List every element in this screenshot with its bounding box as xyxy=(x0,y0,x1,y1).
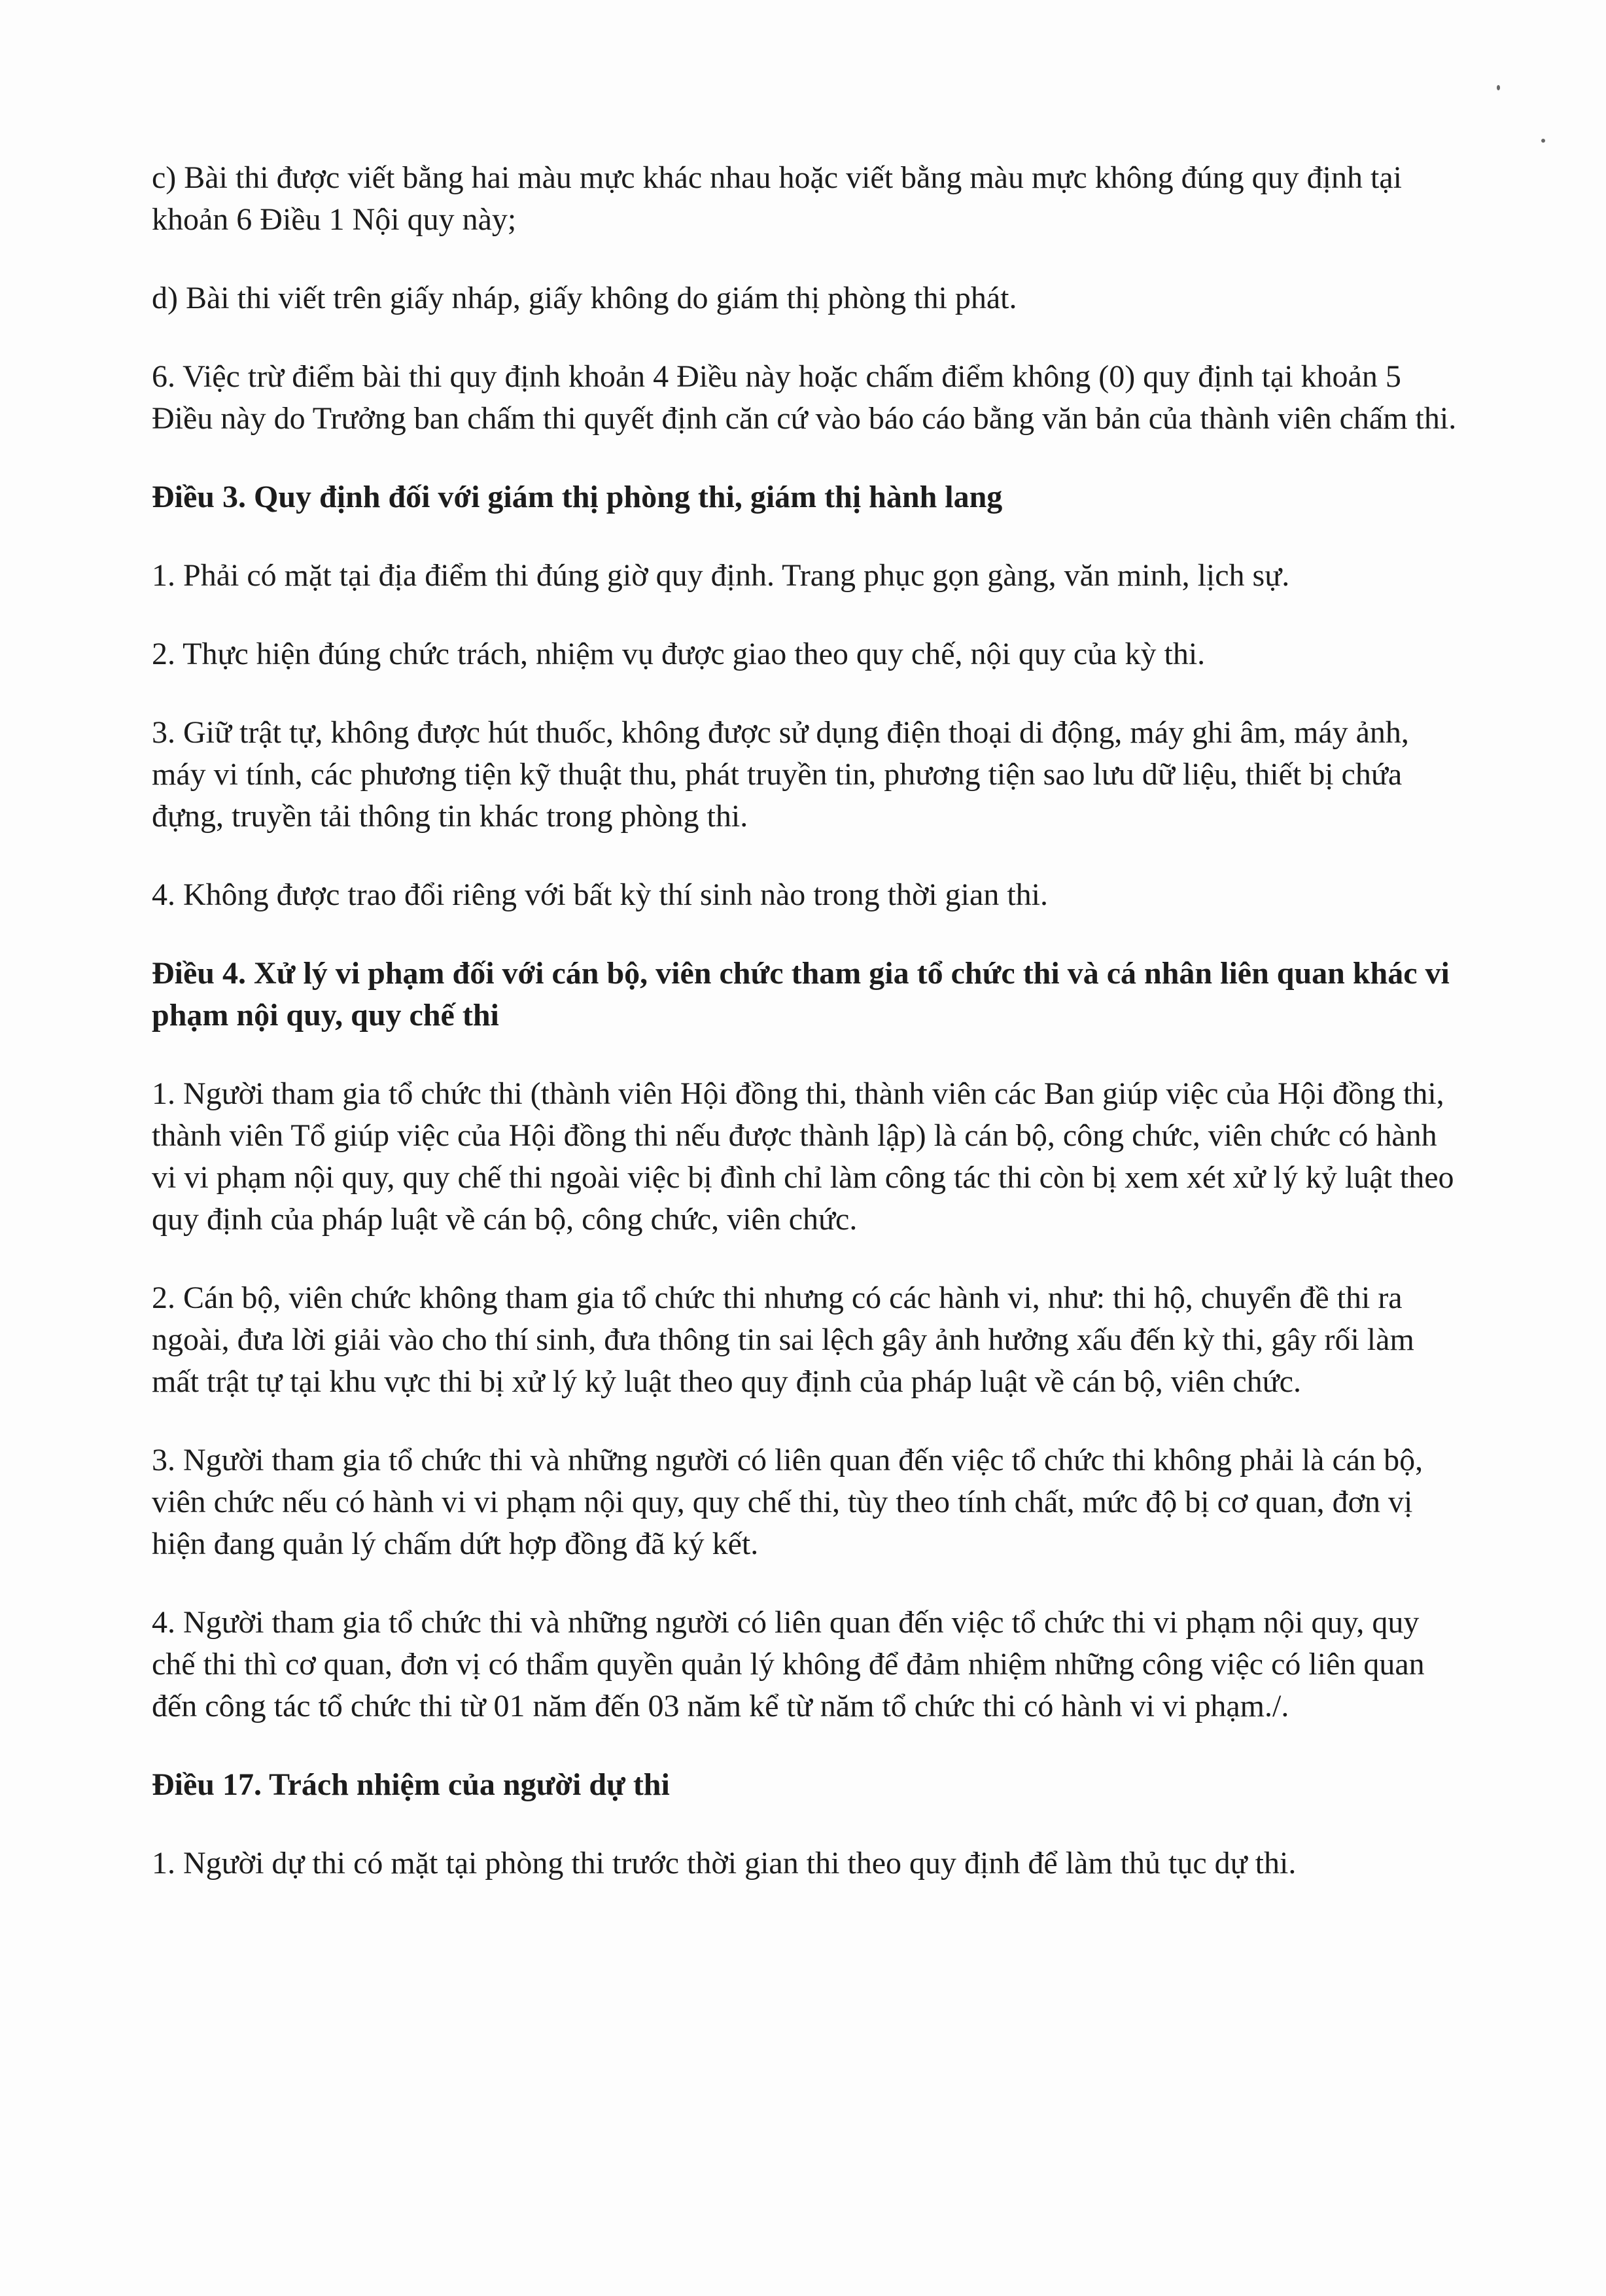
document-body xyxy=(152,157,1460,1921)
article-4-item-4: 4. Người tham gia tổ chức thi và những người có liên quan đến việc tổ chức thi vi phạm nội quy, quy chế thi thì cơ quan, đơn vị có thẩm quyền quản lý không để đảm nhiệm những công việc có liên quan đến công tác tổ chức thi từ 01 năm đến 03 năm kể từ năm tổ chức thi có hành vi vi phạm./. xyxy=(152,1605,1425,1723)
scan-speck xyxy=(1497,85,1500,90)
article-3-item-4: 4. Không được trao đổi riêng với bất kỳ thí sinh nào trong thời gian thi. xyxy=(152,877,1048,912)
article-17-heading: Điều 17. Trách nhiệm của người dự thi xyxy=(152,1767,670,1802)
paragraph-6: 6. Việc trừ điểm bài thi quy định khoản 4 Điều này hoặc chấm điểm không (0) quy định tại khoản 5 Điều này do Trưởng ban chấm thi quyết định căn cứ vào báo cáo bằng văn bản của thành viên chấm thi. xyxy=(152,359,1457,436)
paragraph-c: c) Bài thi được viết bằng hai màu mực khác nhau hoặc viết bằng màu mực không đúng quy định tại khoản 6 Điều 1 Nội quy này; xyxy=(152,160,1402,237)
article-3-item-1: 1. Phải có mặt tại địa điểm thi đúng giờ quy định. Trang phục gọn gàng, văn minh, lịch sự. xyxy=(152,558,1290,593)
paragraph-d: d) Bài thi viết trên giấy nháp, giấy không do giám thị phòng thi phát. xyxy=(152,281,1017,315)
scan-speck xyxy=(1541,139,1545,143)
article-3-item-3: 3. Giữ trật tự, không được hút thuốc, không được sử dụng điện thoại di động, máy ghi âm, máy ảnh, máy vi tính, các phương tiện kỹ thuật thu, phát truyền tin, phương tiện sao lưu dữ liệu, thiết bị chứa đựng, truyền tải thông tin khác trong phòng thi. xyxy=(152,715,1409,834)
article-3-heading: Điều 3. Quy định đối với giám thị phòng thi, giám thị hành lang xyxy=(152,480,1003,514)
article-4-item-1: 1. Người tham gia tổ chức thi (thành viên Hội đồng thi, thành viên các Ban giúp việc của Hội đồng thi, thành viên Tổ giúp việc của Hội đồng thi nếu được thành lập) là cán bộ, công chức, viên chức có hành vi vi phạm nội quy, quy chế thi ngoài việc bị đình chỉ làm công tác thi còn bị xem xét xử lý kỷ luật theo quy định của pháp luật về cán bộ, công chức, viên chức. xyxy=(152,1076,1454,1237)
article-17-item-1: 1. Người dự thi có mặt tại phòng thi trước thời gian thi theo quy định để làm thủ tục dự thi. xyxy=(152,1846,1297,1881)
article-4-item-2: 2. Cán bộ, viên chức không tham gia tổ chức thi nhưng có các hành vi, như: thi hộ, chuyển đề thi ra ngoài, đưa lời giải vào cho thí sinh, đưa thông tin sai lệch gây ảnh hưởng xấu đến kỳ thi, gây rối làm mất trật tự tại khu vực thi bị xử lý kỷ luật theo quy định của pháp luật về cán bộ, viên chức. xyxy=(152,1280,1414,1399)
article-3-item-2: 2. Thực hiện đúng chức trách, nhiệm vụ được giao theo quy chế, nội quy của kỳ thi. xyxy=(152,637,1206,671)
article-4-heading: Điều 4. Xử lý vi phạm đối với cán bộ, viên chức tham gia tổ chức thi và cá nhân liên quan khác vi phạm nội quy, quy chế thi xyxy=(152,956,1450,1033)
article-4-item-3: 3. Người tham gia tổ chức thi và những người có liên quan đến việc tổ chức thi không phải là cán bộ, viên chức nếu có hành vi vi phạm nội quy, quy chế thi, tùy theo tính chất, mức độ bị cơ quan, đơn vị hiện đang quản lý chấm dứt hợp đồng đã ký kết. xyxy=(152,1443,1423,1561)
